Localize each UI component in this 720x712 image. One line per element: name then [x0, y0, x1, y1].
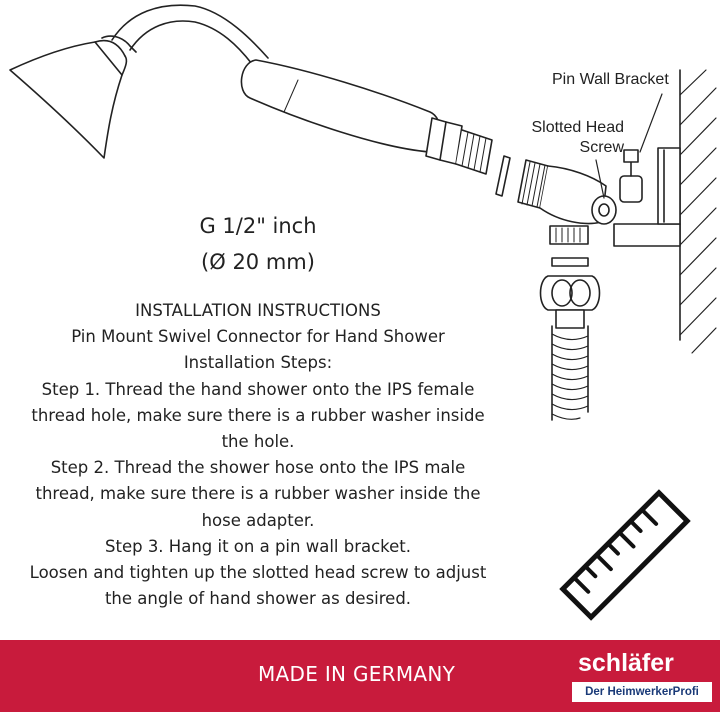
- shower-handle: [241, 60, 492, 174]
- instruction-line: Step 2. Thread the shower hose onto the IPS male: [50, 458, 466, 478]
- instruction-line: thread, make sure there is a rubber washer inside the: [35, 484, 481, 504]
- instruction-line: Installation Steps:: [183, 353, 333, 373]
- shower-head: [10, 36, 136, 158]
- shower-hose: [552, 326, 588, 420]
- thread-diameter: (Ø 20 mm): [201, 250, 315, 274]
- wall: [680, 70, 716, 353]
- thread-size: G 1/2" inch: [199, 214, 317, 238]
- instruction-line: Step 1. Thread the hand shower onto the IPS female: [41, 379, 475, 399]
- hose-nut: [541, 276, 600, 328]
- hose-washer: [552, 258, 588, 266]
- footer-banner: [0, 640, 720, 712]
- instruction-line: Step 3. Hang it on a pin wall bracket.: [105, 536, 411, 556]
- label-pin-wall-bracket: Pin Wall Bracket: [552, 71, 669, 88]
- instruction-line: the hole.: [221, 432, 295, 452]
- instruction-line: INSTALLATION INSTRUCTIONS: [135, 301, 381, 320]
- shower-neck: [112, 5, 268, 64]
- label-slotted-head-screw: [528, 118, 624, 158]
- brand-logo: schläfer: [578, 649, 674, 677]
- brand-tagline: Der HeimwerkerProfi: [572, 682, 712, 702]
- ruler-icon: [556, 486, 694, 624]
- instruction-line: thread hole, make sure there is a rubber washer inside: [31, 405, 485, 425]
- instruction-line: the angle of hand shower as desired.: [104, 589, 412, 609]
- installation-instructions: [20, 298, 496, 612]
- rubber-washer: [496, 156, 510, 196]
- label-slotted-head-screw-line2: Screw: [579, 139, 624, 156]
- pin-wall-bracket: [614, 94, 680, 246]
- swivel-connector: [518, 160, 616, 244]
- made-in-germany: MADE IN GERMANY: [258, 662, 456, 686]
- instruction-line: Loosen and tighten up the slotted head screw to adjust: [29, 563, 487, 583]
- instruction-line: Pin Mount Swivel Connector for Hand Shower: [71, 327, 445, 347]
- instruction-line: hose adapter.: [201, 510, 315, 530]
- label-slotted-head-screw-line1: Slotted Head: [531, 119, 624, 136]
